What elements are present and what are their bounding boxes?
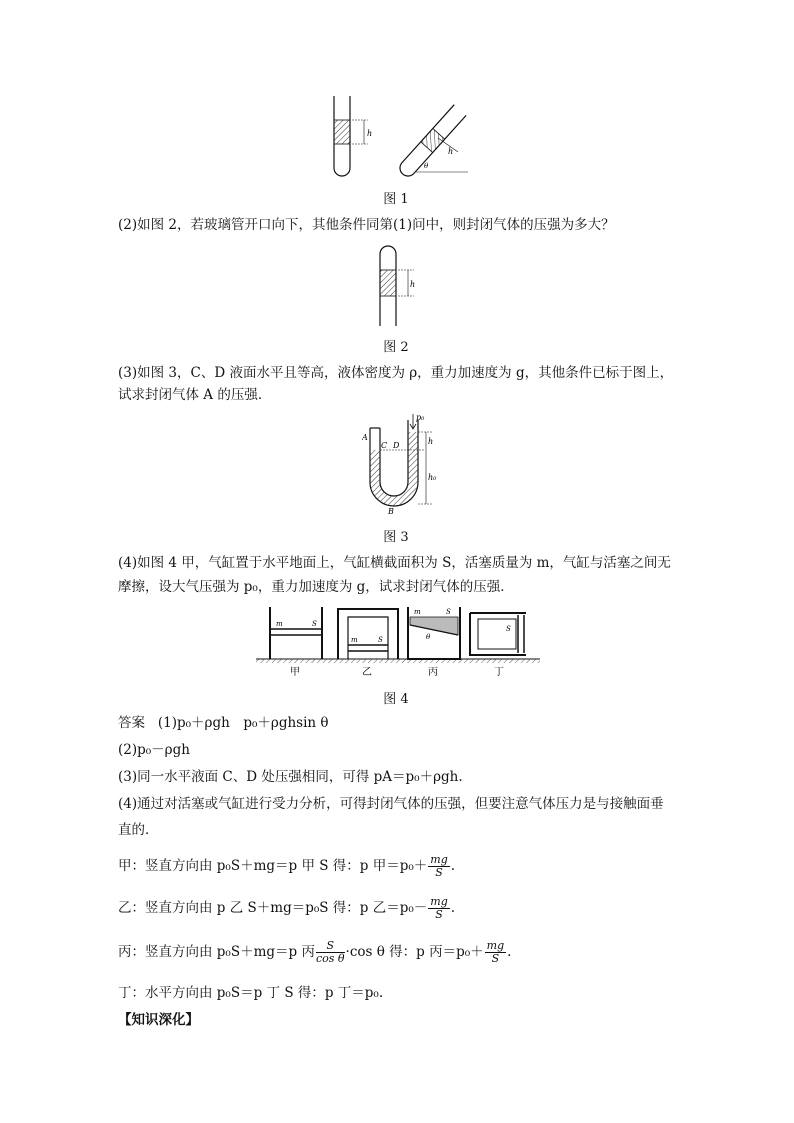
svg-text:S: S: [446, 608, 451, 616]
svg-text:h: h: [410, 280, 416, 289]
svg-text:S: S: [378, 636, 383, 644]
svg-text:A: A: [362, 433, 368, 442]
svg-text:θ: θ: [426, 633, 431, 641]
answer-1: [118, 713, 329, 733]
figure-1: [320, 92, 470, 184]
figure-1-caption: 图 1: [383, 192, 409, 207]
answer-bing: 丙：竖直方向由 p₀S＋mg＝p 丙 $\frac{S}{\text{cos θ}}$ ·cos θ 得：p 丙＝p₀＋ $\frac{mg}{S}$ .: [118, 939, 512, 965]
svg-text:B: B: [388, 507, 394, 516]
answer-label: 答案: [118, 715, 145, 731]
svg-text:甲: 甲: [290, 667, 300, 678]
answer-ding: 丁：水平方向由 p₀S＝p 丁 S 得：p 丁＝p₀.: [118, 985, 384, 1001]
question-2: (2)如图 2，若玻璃管开口向下，其他条件同第(1)问中，则封闭气体的压强为多大？: [118, 217, 615, 233]
answer-bing-text: 丙：竖直方向由 p₀S＋mg＝p 丙: [118, 944, 315, 960]
fraction-mg-over-s: $\frac{mg}{S}$: [486, 939, 505, 965]
svg-text:m: m: [276, 620, 283, 628]
fraction-s-over-cos: $\frac{S}{\text{cos θ}}$: [315, 939, 345, 965]
svg-text:S: S: [312, 620, 317, 628]
svg-text:乙: 乙: [362, 667, 372, 678]
figure-4: [256, 605, 540, 681]
answer-yi-text: 乙：竖直方向由 p 乙 S＋mg＝p₀S 得：p 乙＝p₀－: [118, 900, 428, 916]
section-title: 【知识深化】: [118, 1012, 199, 1028]
question-4-line-1: (4)如图 4 甲，气缸置于水平地面上，气缸横截面积为 S，活塞质量为 m，气缸与活塞之间无: [118, 555, 671, 571]
answer-yi: 乙：竖直方向由 p 乙 S＋mg＝p₀S 得：p 乙＝p₀－ $\frac{mg}{S}$ .: [118, 895, 456, 921]
question-3-line-2: 试求封闭气体 A 的压强．: [118, 387, 272, 403]
svg-text:h: h: [367, 129, 373, 138]
answer-1-text: (1)p₀＋ρgh p₀＋ρghsin θ: [157, 715, 329, 731]
answer-jia-text: 甲：竖直方向由 p₀S＋mg＝p 甲 S 得：p 甲＝p₀＋: [118, 858, 428, 874]
svg-text:D: D: [393, 441, 400, 450]
answer-4-line-2: 直的．: [118, 822, 159, 838]
svg-text:h: h: [448, 147, 454, 156]
svg-text:C: C: [381, 441, 388, 450]
svg-text:丁: 丁: [494, 667, 504, 678]
question-4-line-2: 摩擦，设大气压强为 p₀，重力加速度为 g，试求封闭气体的压强．: [118, 579, 514, 595]
answer-2: (2)p₀－ρgh: [118, 742, 190, 758]
figure-2: [372, 240, 422, 328]
svg-text:m: m: [351, 636, 358, 644]
svg-text:θ: θ: [424, 162, 429, 170]
svg-text:h₀: h₀: [428, 473, 437, 482]
answer-4-line-1: (4)通过对活塞或气缸进行受力分析，可得封闭气体的压强，但要注意气体压力是与接触面垂: [118, 796, 664, 812]
fraction-mg-over-s: $\frac{mg}{S}$: [430, 895, 448, 921]
question-3-line-1: (3)如图 3，C、D 液面水平且等高，液体密度为 ρ，重力加速度为 g，其他条件已标于图上，: [118, 365, 674, 381]
svg-text:h: h: [428, 437, 434, 446]
svg-text:m: m: [414, 608, 421, 616]
figure-3-caption: 图 3: [383, 530, 409, 545]
svg-text:p₀: p₀: [416, 413, 425, 422]
svg-text:丙: 丙: [428, 667, 438, 678]
answer-bing-mid: ·cos θ 得：p 丙＝p₀＋: [345, 944, 484, 960]
fraction-mg-over-s: $\frac{mg}{S}$: [430, 853, 448, 879]
figure-4-caption: 图 4: [383, 692, 409, 707]
answer-jia: 甲：竖直方向由 p₀S＋mg＝p 甲 S 得：p 甲＝p₀＋ $\frac{mg}{S}$ .: [118, 853, 456, 879]
figure-2-caption: 图 2: [383, 340, 409, 355]
answer-3: (3)同一水平液面 C、D 处压强相同，可得 pA＝p₀＋ρgh.: [118, 769, 463, 785]
svg-text:S: S: [506, 625, 511, 633]
figure-3: [362, 412, 452, 516]
